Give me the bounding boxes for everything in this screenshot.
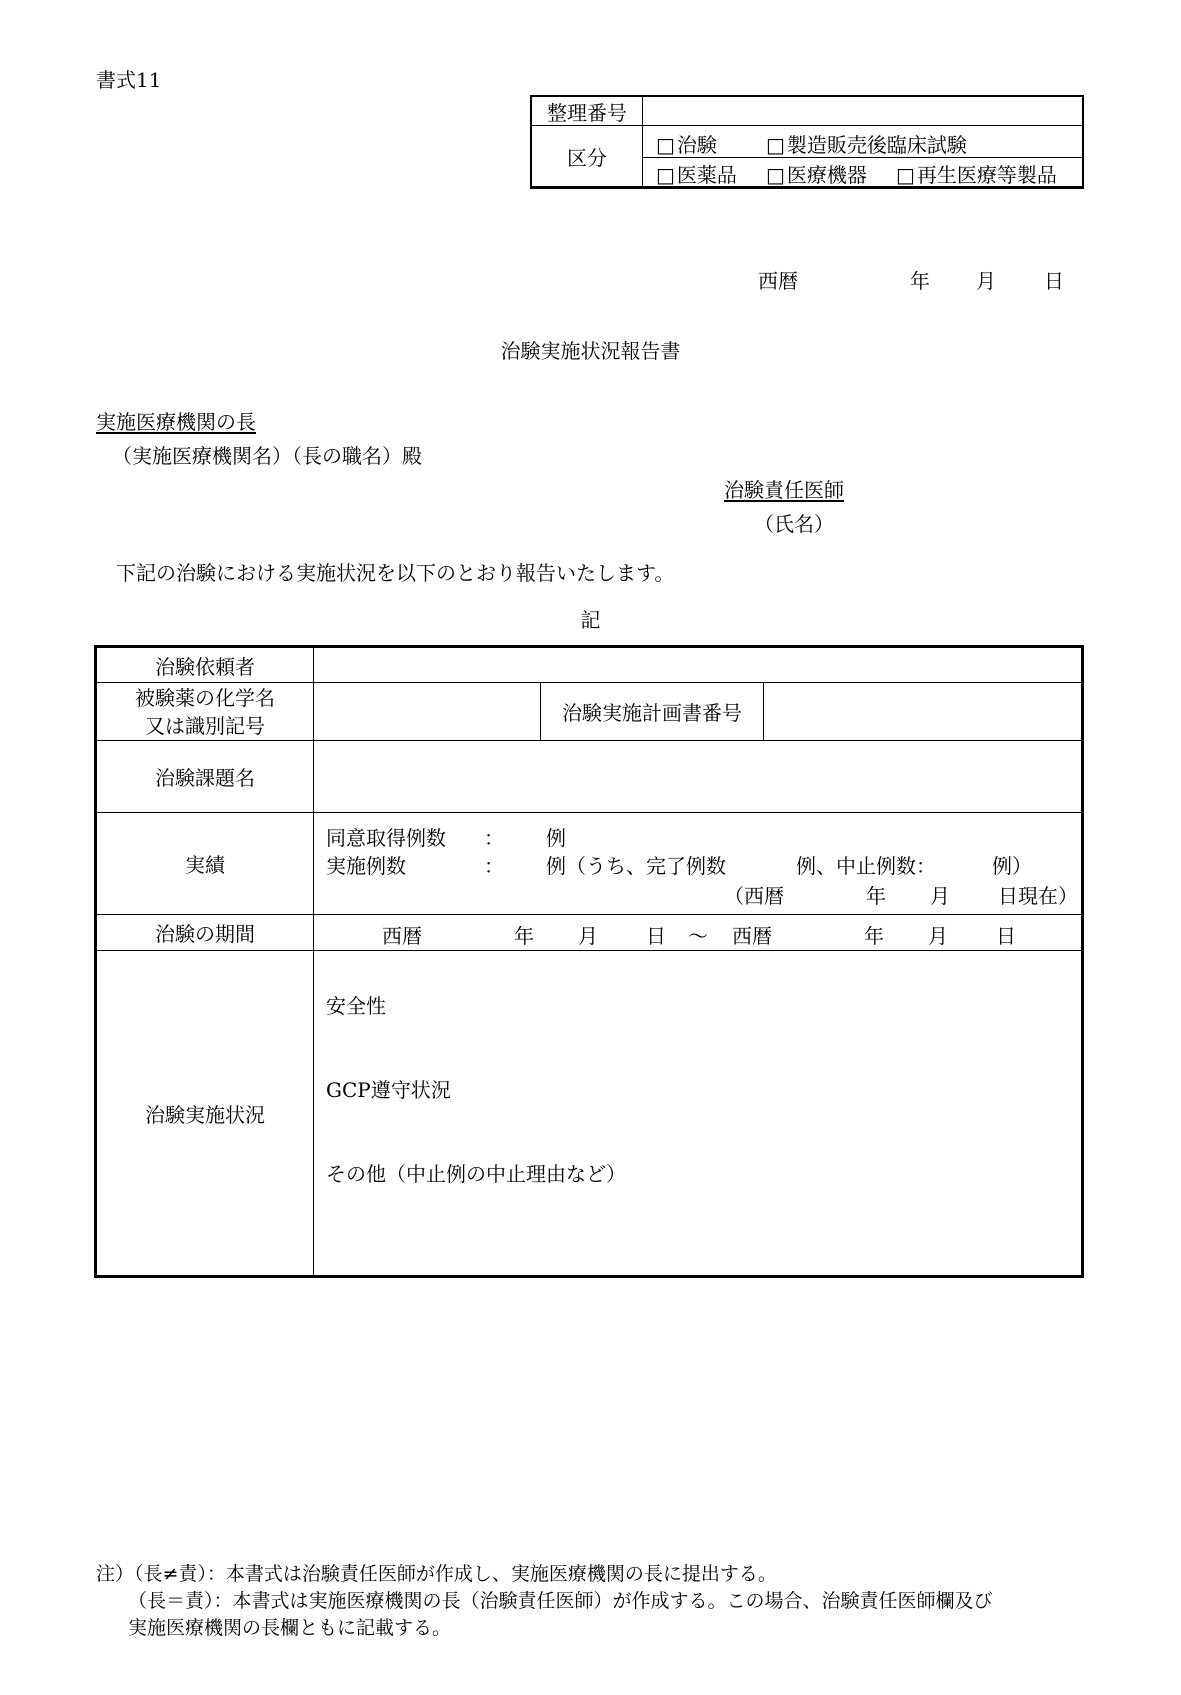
addressee-label: 実施医療機関の長 [96, 410, 256, 434]
date-year: 年 [910, 269, 930, 293]
asof-year: 年 [866, 884, 886, 908]
status-safety: 安全性 [326, 994, 386, 1018]
drug-name-field[interactable] [318, 686, 536, 736]
drug-name-label-line2: 又は識別記号 [145, 713, 265, 738]
enrolled-count-label: 実施例数 [326, 854, 406, 878]
period-label: 治験の期間 [155, 922, 255, 946]
asof-day: 日現在） [998, 884, 1078, 908]
results-close-paren: 例） [992, 854, 1032, 878]
period-start-day: 日 [646, 924, 666, 948]
results-label: 実績 [185, 853, 225, 877]
date-day: 日 [1044, 269, 1064, 293]
period-end-month: 月 [928, 924, 948, 948]
checkbox-drug[interactable] [656, 159, 737, 188]
investigator-label: 治験責任医師 [724, 478, 844, 502]
checkbox-clinical-trial[interactable] [656, 129, 717, 158]
consent-count-label: 同意取得例数 [326, 826, 446, 850]
asof-era: （西暦 [724, 884, 784, 908]
intro-text: 下記の治験における実施状況を以下のとおり報告いたします。 [116, 561, 675, 585]
period-start-year: 年 [514, 924, 534, 948]
note-line-1: 注）（長≠責）：本書式は治験責任医師が作成し、実施医療機関の長に提出する。 [96, 1563, 777, 1585]
period-start-month: 月 [578, 924, 598, 948]
document-title: 治験実施状況報告書 [500, 339, 681, 363]
date-month: 月 [976, 269, 996, 293]
status-label: 治験実施状況 [145, 1102, 265, 1127]
checkbox-icon: □ [656, 133, 675, 157]
checkbox-post-marketing[interactable] [766, 129, 967, 158]
protocol-number-label: 治験実施計画書番号 [562, 701, 742, 725]
period-end-year: 年 [864, 924, 884, 948]
checkbox-label: 製造販売後臨床試験 [786, 133, 967, 157]
consent-unit: 例 [546, 826, 566, 850]
discontinued-label: 例、中止例数： [796, 854, 936, 878]
period-start-era: 西暦 [382, 924, 422, 948]
checkbox-icon: □ [896, 163, 915, 187]
period-end-day: 日 [996, 924, 1016, 948]
investigator-name: （氏名） [754, 512, 834, 536]
drug-name-label [97, 683, 313, 740]
ref-number-label: 整理番号 [547, 100, 627, 125]
form-number: 書式11 [96, 68, 162, 92]
checkbox-icon: □ [766, 163, 785, 187]
checkbox-label: 医療機器 [786, 163, 867, 187]
protocol-number-field[interactable] [768, 686, 1078, 736]
checkbox-label: 治験 [676, 133, 717, 157]
sponsor-field[interactable] [318, 650, 1078, 680]
enrolled-colon: ： [484, 854, 504, 878]
checkbox-label: 医薬品 [676, 163, 737, 187]
status-gcp: GCP遵守状況 [326, 1078, 451, 1102]
ki-heading: 記 [580, 608, 601, 632]
asof-month: 月 [930, 884, 950, 908]
category-label: 区分 [567, 145, 607, 170]
trial-title-label: 治験課題名 [155, 766, 255, 790]
enrolled-detail: 例（うち、完了例数 [546, 854, 726, 878]
note-line-3: 実施医療機関の長欄ともに記載する。 [128, 1617, 452, 1639]
trial-title-field[interactable] [318, 744, 1078, 808]
checkbox-regenerative[interactable] [896, 159, 1057, 188]
drug-name-label-line1: 被験薬の化学名 [135, 685, 275, 710]
checkbox-label: 再生医療等製品 [916, 163, 1057, 187]
checkbox-icon: □ [656, 163, 675, 187]
note-line-2: （長＝責）：本書式は実施医療機関の長（治験責任医師）が作成する。この場合、治験責任医師欄及び [128, 1590, 993, 1612]
addressee-name: （実施医療機関名）（長の職名）殿 [112, 444, 422, 468]
date-era: 西暦 [758, 269, 798, 293]
period-end-era: 西暦 [732, 924, 772, 948]
consent-colon: ： [484, 826, 504, 850]
status-other: その他（中止例の中止理由など） [326, 1162, 626, 1186]
period-tilde: ～ [688, 924, 708, 948]
sponsor-label: 治験依頼者 [155, 654, 255, 679]
checkbox-device[interactable] [766, 159, 867, 188]
checkbox-icon: □ [766, 133, 785, 157]
